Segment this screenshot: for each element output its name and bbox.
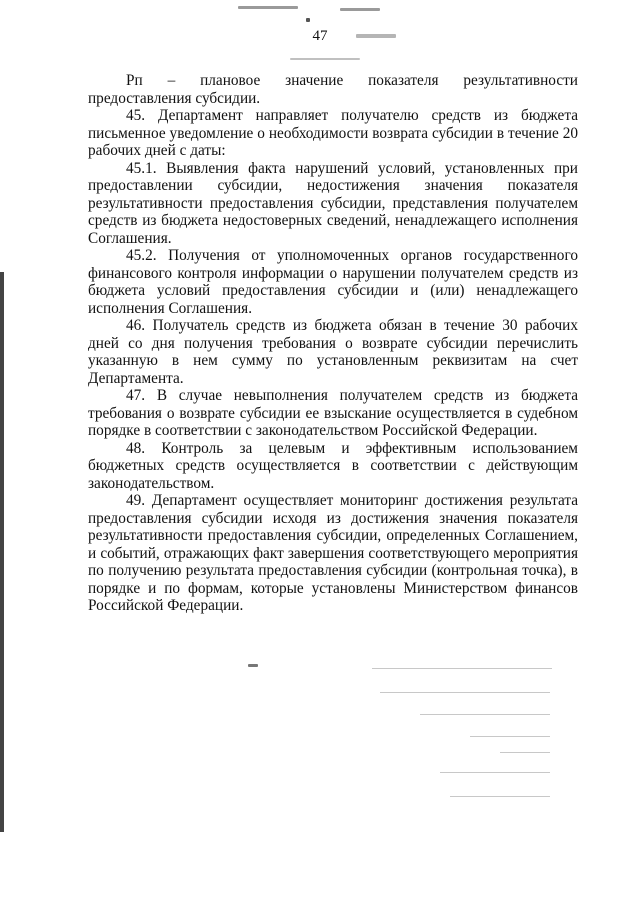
scan-speck [238,6,298,9]
scan-noise-line [470,736,550,737]
paragraph-48: 48. Контроль за целевым и эффективным использованием бюджетных средств осуществляется в соответствии с действующим законодательством. [88,439,578,492]
paragraph-45-2: 45.2. Получения от уполномоченных органов государственного финансового контроля информации о нарушении получателем средств из бюджета условий предоставления субсидии и (или) ненадлежащего исполнения Соглашения. [88,247,578,317]
scan-noise-line [450,796,550,797]
paragraph-definition: Pп – плановое значение показателя результативности предоставления субсидии. [88,72,578,107]
page-number: 47 [312,28,328,44]
document-body [88,72,578,615]
paragraph-45: 45. Департамент направляет получателю средств из бюджета письменное уведомление о необходимости возврата субсидии в течение 20 рабочих дней с даты: [88,107,578,159]
scan-noise-line [380,692,550,693]
scan-speck [248,664,258,667]
scan-noise-line [372,668,552,669]
scan-edge-bar [0,272,4,832]
scan-noise-line [440,772,550,773]
scan-noise-line [420,714,550,715]
paragraph-45-1: 45.1. Выявления факта нарушений условий, установленных при предоставлении субсидии, недостижения значения показателя результативности предоставления субсидии, представления получателем средств из бюджета недостоверных сведений, ненадлежащего исполнения Соглашения. [88,159,578,247]
scan-speck [306,18,310,22]
paragraph-46: 46. Получатель средств из бюджета обязан в течение 30 рабочих дней со дня получения требования о возврате субсидии перечислить указанную в нем сумму по установленным реквизитам на счет Департамента. [88,317,578,387]
scan-noise-line [500,752,550,753]
paragraph-47: 47. В случае невыполнения получателем средств из бюджета требования о возврате субсидии ее взыскание осуществляется в судебном порядке в соответствии с законодательством Российской Федерации. [88,387,578,439]
scan-speck [340,8,380,11]
paragraph-49: 49. Департамент осуществляет мониторинг достижения результата предоставления субсидии исходя из достижения значения показателя результативности предоставления субсидии, определенных Соглашением, и событий, отражающих факт завершения соответствующего мероприятия по получению результата предоставления субсидии (контрольная точка), в порядке и по формам, которые установлены Министерством финансов Российской Федерации. [88,492,578,614]
scan-speck [290,58,360,60]
